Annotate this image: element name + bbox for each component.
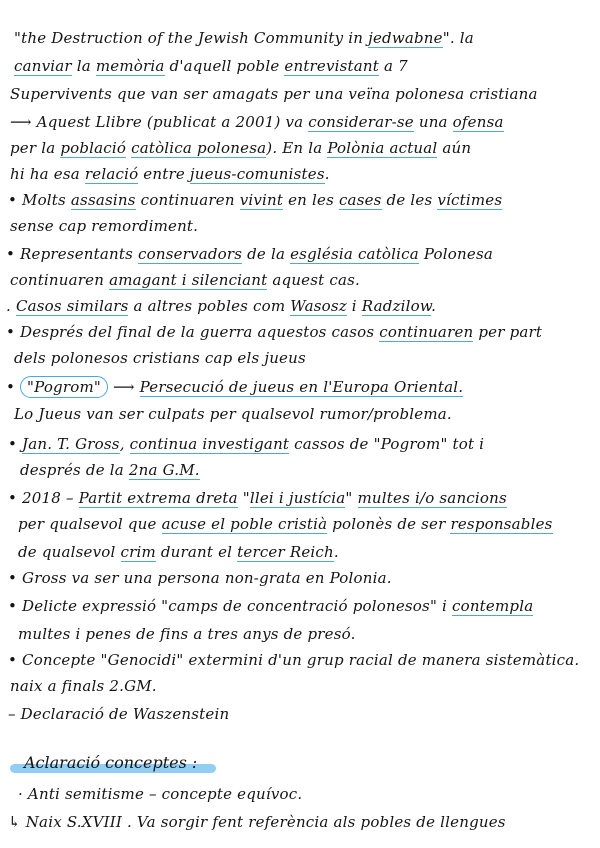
note-line [18, 784, 302, 804]
circled-term: "Pogrom" [20, 376, 108, 398]
underlined-term: acuse el poble cristià [161, 515, 328, 533]
note-text: Lo Jueus van ser culpats per qualsevol rumor/problema. [14, 405, 452, 423]
note-text: continuaren [135, 191, 240, 209]
note-text: continuaren [10, 271, 110, 289]
note-text: per part [473, 323, 543, 341]
note-text: • [8, 435, 23, 453]
underlined-term: relació [84, 165, 139, 183]
note-line [8, 650, 579, 670]
note-text: ). En la [266, 139, 328, 157]
underlined-term: Casos similars [15, 297, 129, 315]
note-line [10, 84, 538, 104]
note-text: • Representants [6, 245, 138, 263]
underlined-term: jueus-comunistes [189, 165, 325, 183]
underlined-term: responsables [450, 515, 553, 533]
underlined-term: tercer Reich [237, 543, 334, 561]
underlined-term: 2na G.M. [128, 461, 200, 479]
note-text: cassos de "Pogrom" tot i [289, 435, 485, 453]
underlined-term: Radzilow [361, 297, 432, 315]
underlined-term: considerar-se [308, 113, 414, 131]
note-line [10, 112, 504, 132]
underlined-term: jedwabne [368, 29, 443, 47]
note-text: la [71, 57, 96, 75]
underlined-term: continuaren [379, 323, 474, 341]
note-line [14, 348, 306, 368]
note-text: aún [437, 139, 472, 157]
note-text: durant el [155, 543, 238, 561]
underlined-term: catòlica polonesa [131, 139, 267, 157]
note-line [8, 568, 392, 588]
note-text: • 2018 – [8, 489, 79, 507]
arrow: ⟶ [107, 378, 140, 396]
note-text: – Declaració de Waszenstein [8, 705, 230, 723]
note-text: ". la [442, 29, 474, 47]
note-line [10, 216, 198, 236]
note-text: . [333, 543, 339, 561]
note-text: . [6, 297, 16, 315]
note-text: • Concepte "Genocidi" extermini d'un grup racial de manera sistemàtica. [8, 651, 580, 669]
note-text: i [346, 297, 362, 315]
note-text: dels polonesos cristians cap els jueus [14, 349, 306, 367]
note-text: , [119, 435, 130, 453]
note-line [8, 434, 484, 454]
underlined-term: cases [338, 191, 382, 209]
underlined-term: vivint [239, 191, 284, 209]
note-text: naix a finals 2.GM. [10, 677, 157, 695]
note-line [14, 56, 408, 76]
note-text: ↳ Naix S.XVIII . Va sorgir fent referència als pobles de llengues [8, 813, 506, 831]
note-text: • Delicte expressió "camps de concentració polonesos" i [8, 597, 452, 615]
section-heading: Aclaració conceptes : [24, 753, 198, 772]
note-line [10, 164, 330, 184]
underlined-term: crim [120, 543, 156, 561]
underlined-term: assasins [70, 191, 136, 209]
note-text: " [237, 489, 250, 507]
note-text: Supervivents que van ser amagats per una veïna polonesa cristiana [10, 85, 538, 103]
note-text: ⟶ Aquest Llibre (publicat a 2001) va [10, 113, 309, 131]
note-text: . [324, 165, 330, 183]
underlined-term: amagant i silenciant [109, 271, 268, 289]
underlined-term: víctimes [437, 191, 503, 209]
underlined-term: església catòlica [290, 245, 419, 263]
note-text: · Anti semitisme – concepte equívoc. [18, 785, 303, 803]
note-text: després de la [20, 461, 129, 479]
note-line [6, 322, 542, 342]
note-text: per qualsevol que [18, 515, 162, 533]
underlined-term: multes i/o sancions [357, 489, 507, 507]
note-text: Polonesa [418, 245, 493, 263]
note-line [10, 676, 157, 696]
note-line [8, 190, 502, 210]
note-text: " [345, 489, 358, 507]
note-text: • Després del final de la guerra aquestos casos [6, 323, 380, 341]
note-line [20, 460, 200, 480]
note-text: de qualsevol [18, 543, 121, 561]
note-line [8, 488, 507, 508]
note-text: a altres pobles com [128, 297, 291, 315]
note-text: a 7 [379, 57, 408, 75]
note-text: multes i penes de fins a tres anys de presó. [18, 625, 356, 643]
underlined-term: llei i justícia [249, 489, 346, 507]
note-text: polonès de ser [327, 515, 451, 533]
underlined-term: Polònia actual [327, 139, 438, 157]
note-text: d'aquell poble [164, 57, 285, 75]
note-line [6, 244, 493, 264]
underlined-term: entrevistant [284, 57, 380, 75]
note-line [8, 596, 533, 616]
note-text: • Molts [8, 191, 71, 209]
underlined-term: memòria [95, 57, 165, 75]
note-text: "the Destruction of the Jewish Community in [14, 29, 369, 47]
underlined-term: ofensa [452, 113, 504, 131]
note-line [6, 376, 463, 398]
note-text: entre [138, 165, 190, 183]
underlined-term: Wasosz [290, 297, 347, 315]
note-line [18, 624, 356, 644]
underlined-term: Persecució de jueus en l'Europa Oriental. [139, 378, 464, 396]
note-line [10, 270, 360, 290]
underlined-term: canviar [14, 57, 72, 75]
note-line [18, 514, 553, 534]
underlined-term: conservadors [138, 245, 243, 263]
underlined-term: continua investigant [129, 435, 290, 453]
note-text: . [431, 297, 437, 315]
note-text: de les [381, 191, 438, 209]
note-line [14, 404, 452, 424]
underlined-term: població [60, 139, 127, 157]
note-line [14, 28, 474, 48]
note-text: sense cap remordiment. [10, 217, 199, 235]
bullet: • [6, 378, 21, 396]
underlined-term: Partit extrema dreta [78, 489, 238, 507]
underlined-term: contempla [451, 597, 534, 615]
note-line [8, 704, 229, 724]
note-line [6, 296, 436, 316]
note-text: • Gross va ser una persona non-grata en Polonia. [8, 569, 392, 587]
note-line [8, 812, 506, 832]
note-text: per la [10, 139, 61, 157]
note-text: una [413, 113, 453, 131]
note-text: aquest cas. [267, 271, 360, 289]
note-line [18, 542, 339, 562]
note-text: de la [242, 245, 291, 263]
note-text: hi ha esa [10, 165, 85, 183]
underlined-term: Jan. T. Gross [22, 435, 120, 453]
note-text: en les [283, 191, 339, 209]
note-line [10, 138, 471, 158]
